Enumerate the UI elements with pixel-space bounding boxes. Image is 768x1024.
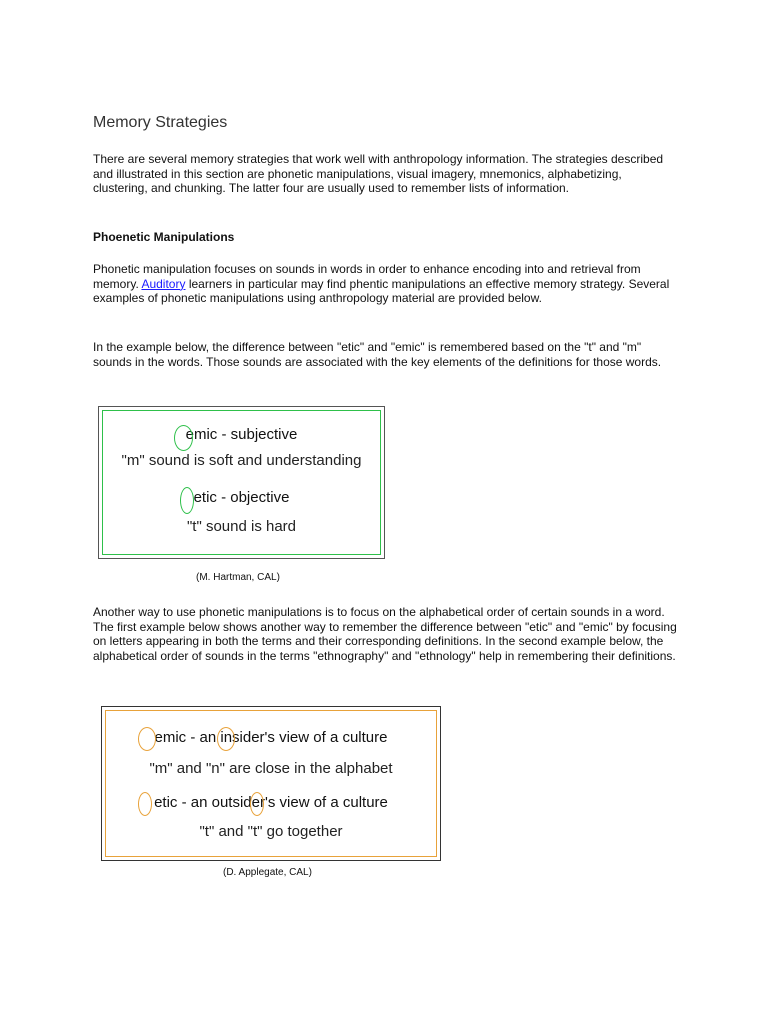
- highlight-circle-m: [174, 425, 193, 451]
- auditory-link[interactable]: Auditory: [141, 276, 186, 291]
- highlight-circle-n: [217, 727, 235, 751]
- figure2-line3: etic - an outsider's view of a culture: [154, 794, 388, 811]
- figure2-line1: emic - an insider's view of a culture: [154, 729, 388, 746]
- figure2-caption: (D. Applegate, CAL): [223, 867, 312, 878]
- figure1-line1: emic - subjective: [185, 426, 298, 443]
- para1-text-before: Phonetic manipulation focuses on sounds in words in order to enhance encoding into and retrieval from memory.: [93, 262, 641, 291]
- para1-text-after: learners in particular may find phentic manipulations an effective memory strategy. Several examples of phonetic manipulations using anthropology material are provided below.: [93, 276, 670, 306]
- highlight-circle-t: [180, 487, 194, 514]
- figure1-caption: (M. Hartman, CAL): [196, 572, 280, 583]
- alphabetical-paragraph: Another way to use phonetic manipulations is to focus on the alphabetical order of certain sounds in a word. The first example below shows another way to remember the difference between "etic" and "emic" by focusing on letters appearing in both the terms and their corresponding definitions. In the second example below, the alphabetical order of sounds in the terms "ethnography" and "ethnology" help in remembering their definitions.: [93, 605, 677, 663]
- etic-emic-paragraph: In the example below, the difference between "etic" and "emic" is remembered based on the "t" and "m" sounds in the words. Those sounds are associated with the key elements of the definitions for those words.: [93, 340, 662, 369]
- figure2-line4: "t" and "t" go together: [199, 823, 343, 840]
- figure-etic-emic-sounds: [98, 406, 385, 559]
- figure-insider-outsider: [101, 706, 441, 861]
- section-heading: Phoenetic Manipulations: [93, 230, 235, 244]
- page-title: Memory Strategies: [93, 114, 228, 131]
- figure1-line2: "m" sound is soft and understanding: [121, 452, 362, 469]
- highlight-circle-t3: [250, 792, 264, 816]
- intro-paragraph: There are several memory strategies that work well with anthropology information. The strategies described and illustrated in this section are phonetic manipulations, visual imagery, mnemonics, alphabetizing, clustering, and chunking. The latter four are usually used to remember lists of information.: [93, 152, 664, 196]
- figure2-line2: "m" and "n" are close in the alphabet: [149, 760, 393, 777]
- figure1-line3: etic - objective: [193, 489, 290, 506]
- highlight-circle-m2: [138, 727, 156, 751]
- highlight-circle-t2: [138, 792, 152, 816]
- phonetic-paragraph: [93, 262, 678, 306]
- figure1-line4: "t" sound is hard: [186, 518, 297, 535]
